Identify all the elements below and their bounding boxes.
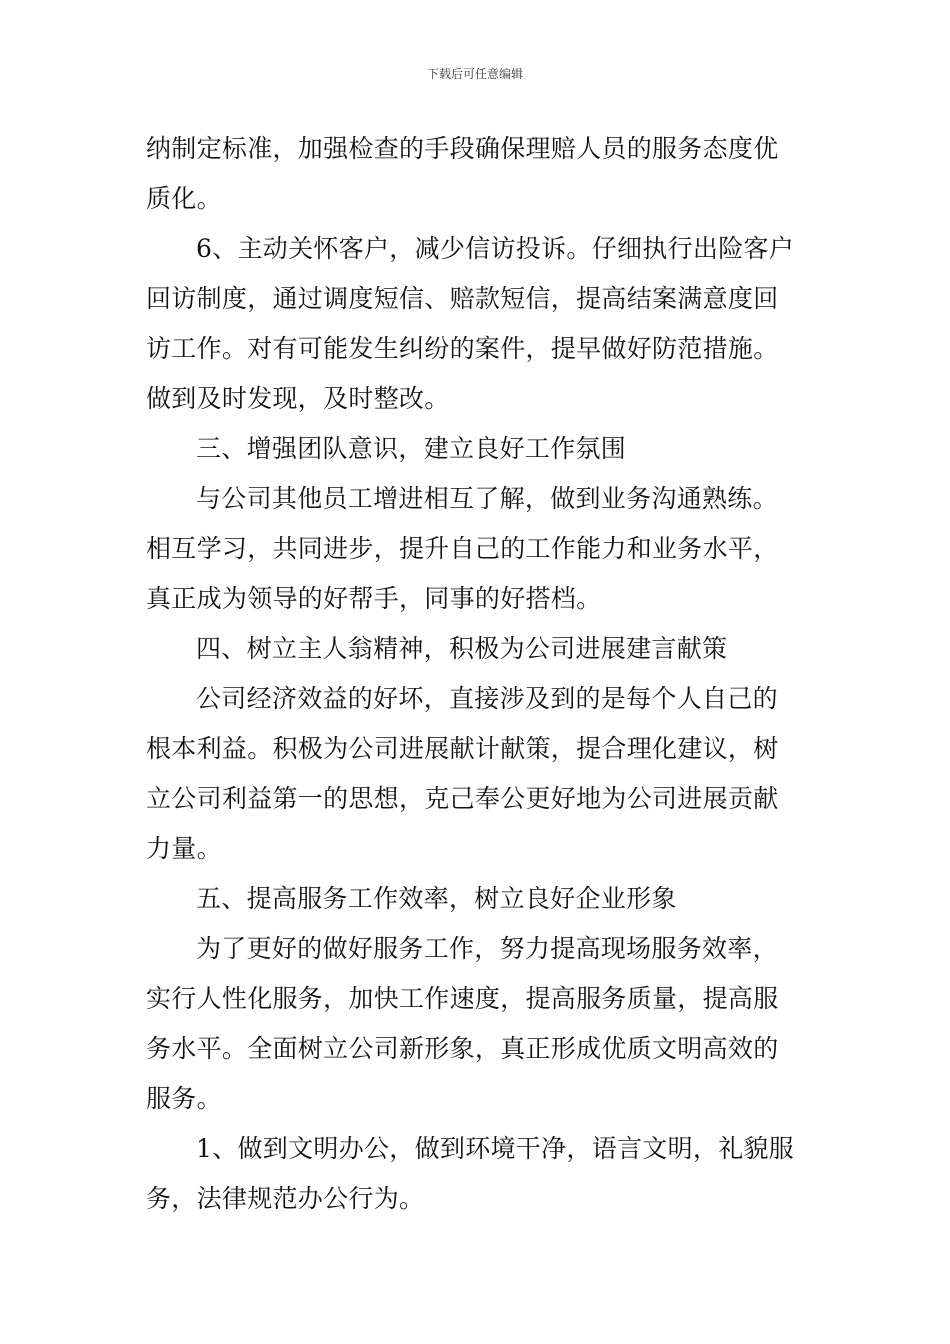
- text-line: 6、主动关怀客户，减少信访投诉。仔细执行出险客户: [196, 234, 795, 263]
- section-heading: 三、增强团队意识，建立良好工作氛围: [196, 434, 627, 463]
- document-body: [146, 124, 808, 1224]
- text-line: 与公司其他员工增进相互了解，做到业务沟通熟练。: [196, 484, 778, 513]
- text-line: 纳制定标准，加强检查的手段确保理赔人员的服务态度优: [146, 134, 779, 163]
- text-line: 1、做到文明办公，做到环境干净，语言文明，礼貌服: [196, 1134, 795, 1163]
- text-line: 真正成为领导的好帮手，同事的好搭档。: [146, 584, 602, 613]
- text-line: 为了更好的做好服务工作，努力提高现场服务效率，: [196, 934, 778, 963]
- text-line: 质化。: [146, 184, 222, 213]
- text-line: 公司经济效益的好坏，直接涉及到的是每个人自己的: [196, 684, 778, 713]
- text-line: 立公司利益第一的思想，克己奉公更好地为公司进展贡献: [146, 784, 779, 813]
- text-line: 力量。: [146, 834, 222, 863]
- text-line: 访工作。对有可能发生纠纷的案件，提早做好防范措施。: [146, 334, 779, 363]
- text-line: 回访制度，通过调度短信、赔款短信，提高结案满意度回: [146, 284, 779, 313]
- text-line: 做到及时发现，及时整改。: [146, 384, 450, 413]
- text-line: 服务。: [146, 1084, 222, 1113]
- text-line: 实行人性化服务，加快工作速度，提高服务质量，提高服: [146, 984, 779, 1013]
- section-heading: 五、提高服务工作效率，树立良好企业形象: [196, 884, 677, 913]
- text-line: 务，法律规范办公行为。: [146, 1184, 425, 1213]
- text-line: 相互学习，共同进步，提升自己的工作能力和业务水平，: [146, 534, 779, 563]
- text-line: 务水平。全面树立公司新形象，真正形成优质文明高效的: [146, 1034, 779, 1063]
- text-line: 根本利益。积极为公司进展献计献策，提合理化建议，树: [146, 734, 779, 763]
- page-header: 下载后可任意编辑: [426, 67, 523, 81]
- section-heading: 四、树立主人翁精神，积极为公司进展建言献策: [196, 634, 728, 663]
